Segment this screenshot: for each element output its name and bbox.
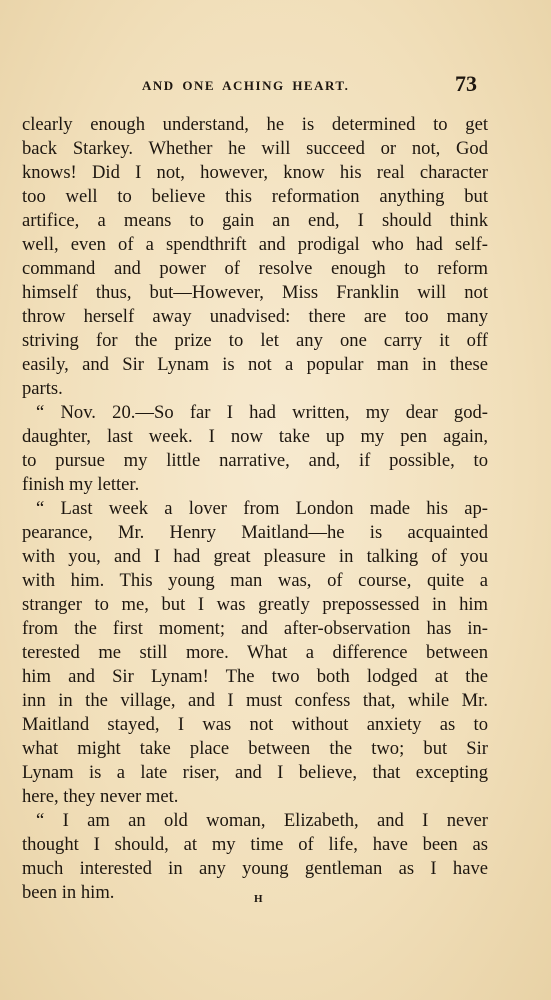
text-line: him and Sir Lynam! The two both lodged at the bbox=[22, 666, 488, 687]
text-line: Lynam is a late riser, and I believe, that excepting bbox=[22, 762, 488, 783]
text-line: knows! Did I not, however, know his real character bbox=[22, 162, 488, 183]
text-line: throw herself away unadvised: there are too many bbox=[22, 306, 488, 327]
text-line: with him. This young man was, of course, quite a bbox=[22, 570, 488, 591]
text-line: parts. bbox=[22, 378, 63, 399]
body-text bbox=[22, 113, 488, 905]
text-line: been in him. bbox=[22, 882, 115, 903]
text-line: from the first moment; and after-observation has in- bbox=[22, 618, 488, 639]
text-line: with you, and I had great pleasure in talking of you bbox=[22, 546, 488, 567]
text-line: artifice, a means to gain an end, I should think bbox=[22, 210, 488, 231]
text-line: “ Last week a lover from London made his ap- bbox=[36, 498, 488, 519]
text-line: thought I should, at my time of life, have been as bbox=[22, 834, 488, 855]
text-line: “ Nov. 20.—So far I had written, my dear god- bbox=[36, 402, 488, 423]
text-line: striving for the prize to let any one carry it off bbox=[22, 330, 488, 351]
text-line: command and power of resolve enough to reform bbox=[22, 258, 488, 279]
page-number: 73 bbox=[455, 71, 477, 96]
text-line: daughter, last week. I now take up my pen again, bbox=[22, 426, 488, 447]
signature-mark: H bbox=[254, 893, 263, 905]
text-line: “ I am an old woman, Elizabeth, and I never bbox=[36, 810, 488, 831]
text-line: Maitland stayed, I was not without anxiety as to bbox=[22, 714, 488, 735]
text-line: easily, and Sir Lynam is not a popular man in these bbox=[22, 354, 488, 375]
text-line: much interested in any young gentleman as I have bbox=[22, 858, 488, 879]
text-line: too well to believe this reformation anything but bbox=[22, 186, 488, 207]
text-line: himself thus, but—However, Miss Franklin will not bbox=[22, 282, 488, 303]
text-line: to pursue my little narrative, and, if possible, to bbox=[22, 450, 488, 471]
text-line: terested me still more. What a difference between bbox=[22, 642, 488, 663]
text-line: finish my letter. bbox=[22, 474, 140, 495]
text-line: well, even of a spendthrift and prodigal who had self- bbox=[22, 234, 488, 255]
text-line: back Starkey. Whether he will succeed or not, God bbox=[22, 138, 488, 159]
text-line: what might take place between the two; but Sir bbox=[22, 738, 488, 759]
text-line: here, they never met. bbox=[22, 786, 179, 807]
text-line: clearly enough understand, he is determined to get bbox=[22, 114, 488, 135]
text-line: pearance, Mr. Henry Maitland—he is acquainted bbox=[22, 522, 488, 543]
text-line: inn in the village, and I must confess that, while Mr. bbox=[22, 690, 488, 711]
running-title: AND ONE ACHING HEART. bbox=[142, 78, 350, 93]
text-line: stranger to me, but I was greatly prepossessed in him bbox=[22, 594, 488, 615]
